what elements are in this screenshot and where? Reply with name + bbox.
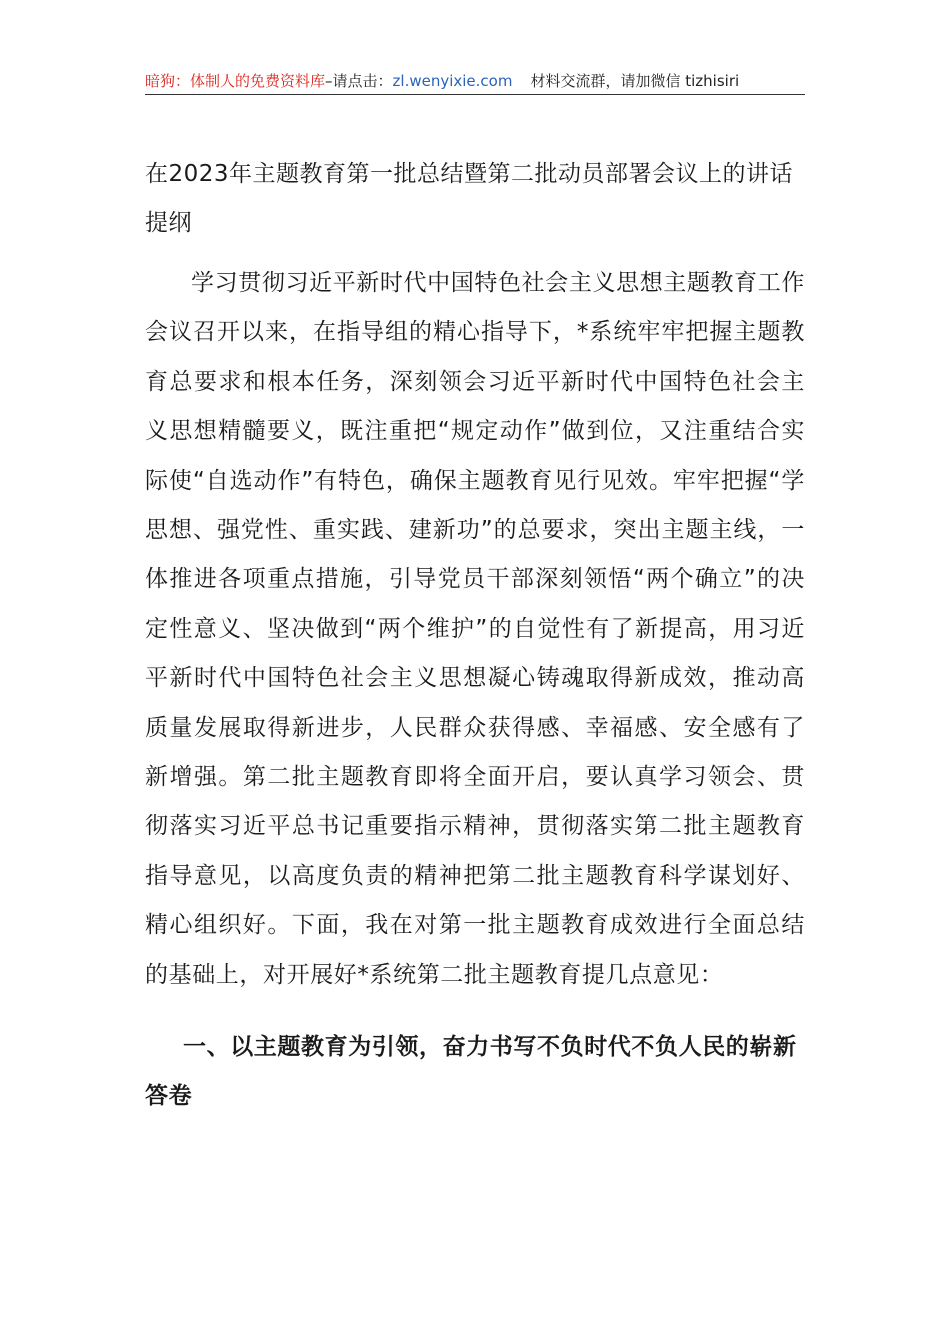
section-heading-1: 一、以主题教育为引领，奋力书写不负时代不负人民的崭新答卷 <box>145 1034 797 1110</box>
document-body <box>145 150 805 1121</box>
header-url-link[interactable]: zl.wenyixie.com <box>392 72 513 90</box>
header-brand: 暗狗：体制人的免费资料库 <box>145 72 326 90</box>
header-contact: 材料交流群，请加微信 tizhisiri <box>530 72 740 90</box>
page-header <box>145 68 805 95</box>
paragraph-intro: 学习贯彻习近平新时代中国特色社会主义思想主题教育工作会议召开以来，在指导组的精心指导下，*系统牢牢把握主题教育总要求和根本任务，深刻领会习近平新时代中国特色社会主义思想精髓要义，既注重把“规定动作”做到位，又注重结合实际使“自选动作”有特色，确保主题教育见行见效。牢牢把握“学思想、强党性、重实践、建新功”的总要求，突出主题主线，一体推进各项重点措施，引导党员干部深刻领悟“两个确立”的决定性意义、坚决做到“两个维护”的自觉性有了新提高，用习近平新时代中国特色社会主义思想凝心铸魂取得新成效，推动高质量发展取得新进步，人民群众获得感、幸福感、安全感有了新增强。第二批主题教育即将全面开启，要认真学习领会、贯彻落实习近平总书记重要指示精神，贯彻落实第二批主题教育指导意见，以高度负责的精神把第二批主题教育科学谋划好、精心组织好。下面，我在对第一批主题教育成效进行全面总结的基础上，对开展好*系统第二批主题教育提几点意见： <box>145 270 805 988</box>
document-title: 在2023年主题教育第一批总结暨第二批动员部署会议上的讲话提纲 <box>145 161 794 236</box>
header-prompt: –请点击： <box>325 72 393 90</box>
